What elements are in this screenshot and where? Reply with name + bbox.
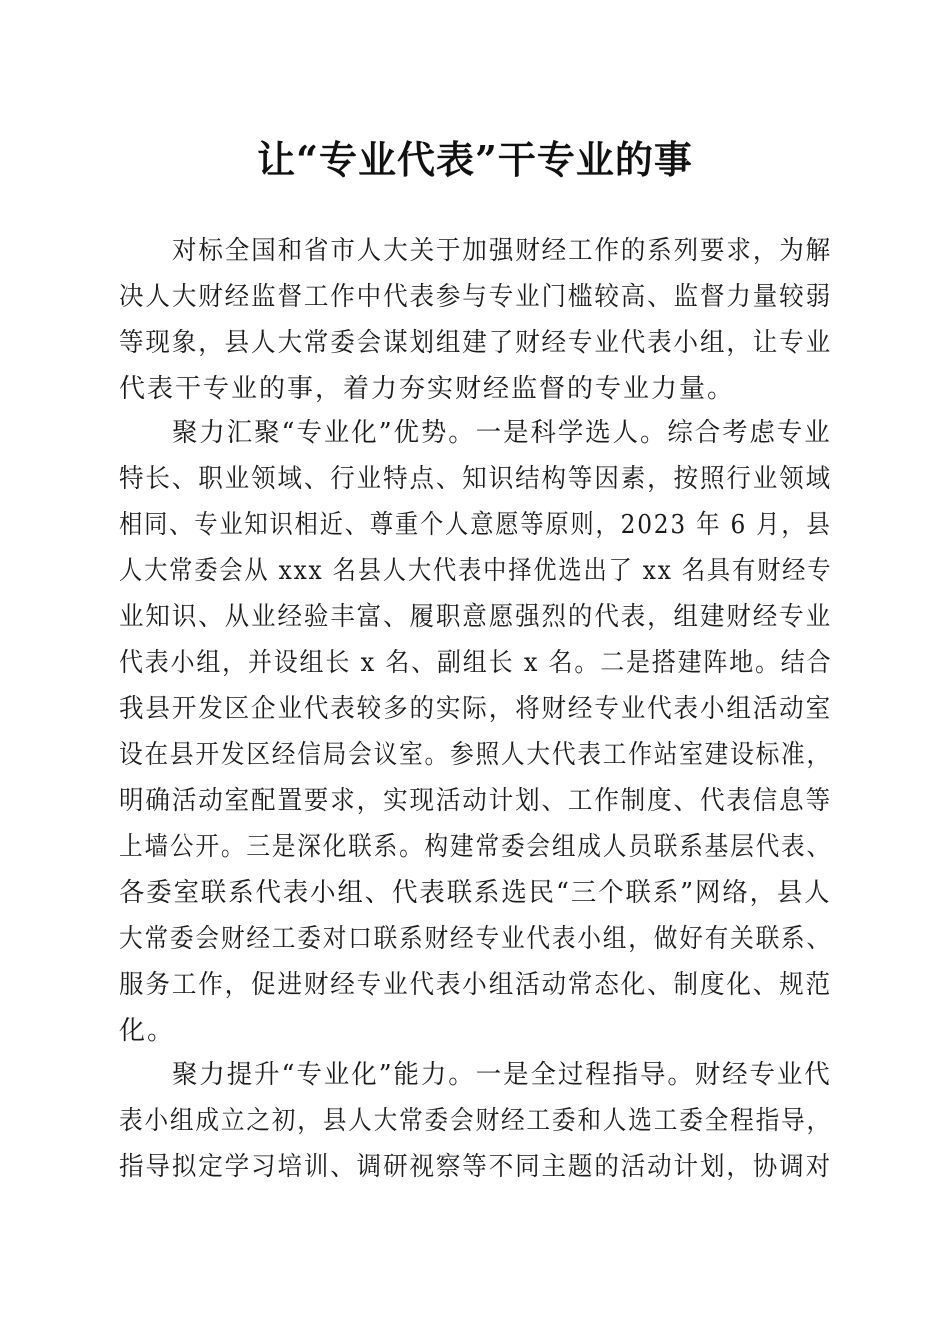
paragraph-line: 对标全国和省市人大关于加强财经工作的系列要求，为解 xyxy=(172,236,833,266)
paragraph-line: 等现象，县人大常委会谋划组建了财经专业代表小组，让专业 xyxy=(119,328,832,358)
paragraph-line: 上墙公开。三是深化联系。构建常委会组成人员联系基层代表、 xyxy=(119,832,832,862)
paragraph-line: 表小组成立之初，县人大常委会财经工委和人选工委全程指导， xyxy=(119,1106,832,1136)
paragraph-line: 我县开发区企业代表较多的实际，将财经专业代表小组活动室 xyxy=(119,694,832,724)
paragraph-line: 聚力汇聚“专业化”优势。一是科学选人。综合考虑专业 xyxy=(172,418,832,448)
paragraph-line: 聚力提升“专业化”能力。一是全过程指导。财经专业代 xyxy=(172,1060,832,1090)
paragraph-line: 化。 xyxy=(119,1016,176,1046)
paragraph-line: 业知识、从业经验丰富、履职意愿强烈的代表，组建财经专业 xyxy=(119,602,832,632)
paragraph-line: 大常委会财经工委对口联系财经专业代表小组，做好有关联系、 xyxy=(119,924,832,954)
paragraph-line: 决人大财经监督工作中代表参与专业门槛较高、监督力量较弱 xyxy=(119,282,832,312)
paragraph-line: 服务工作，促进财经专业代表小组活动常态化、制度化、规范 xyxy=(119,970,832,1000)
paragraph-line: 代表干专业的事，着力夯实财经监督的专业力量。 xyxy=(119,374,736,404)
paragraph-line: 各委室联系代表小组、代表联系选民“三个联系”网络，县人 xyxy=(119,878,832,908)
paragraph-line: 明确活动室配置要求，实现活动计划、工作制度、代表信息等 xyxy=(119,786,832,816)
paragraph-line: 指导拟定学习培训、调研视察等不同主题的活动计划，协调对 xyxy=(119,1152,832,1182)
paragraph-line: 代表小组，并设组长 x 名、副组长 x 名。二是搭建阵地。结合 xyxy=(119,648,833,678)
paragraph-line: 设在县开发区经信局会议室。参照人大代表工作站室建设标准， xyxy=(119,740,832,770)
document-title: 让“专业代表”干专业的事 xyxy=(257,137,693,182)
paragraph-line: 人大常委会从 xxx 名县人大代表中择优选出了 xx 名具有财经专 xyxy=(119,556,833,586)
paragraph-line: 相同、专业知识相近、尊重个人意愿等原则，2023 年 6 月，县 xyxy=(119,510,832,540)
paragraph-line: 特长、职业领域、行业特点、知识结构等因素，按照行业领域 xyxy=(119,464,832,494)
